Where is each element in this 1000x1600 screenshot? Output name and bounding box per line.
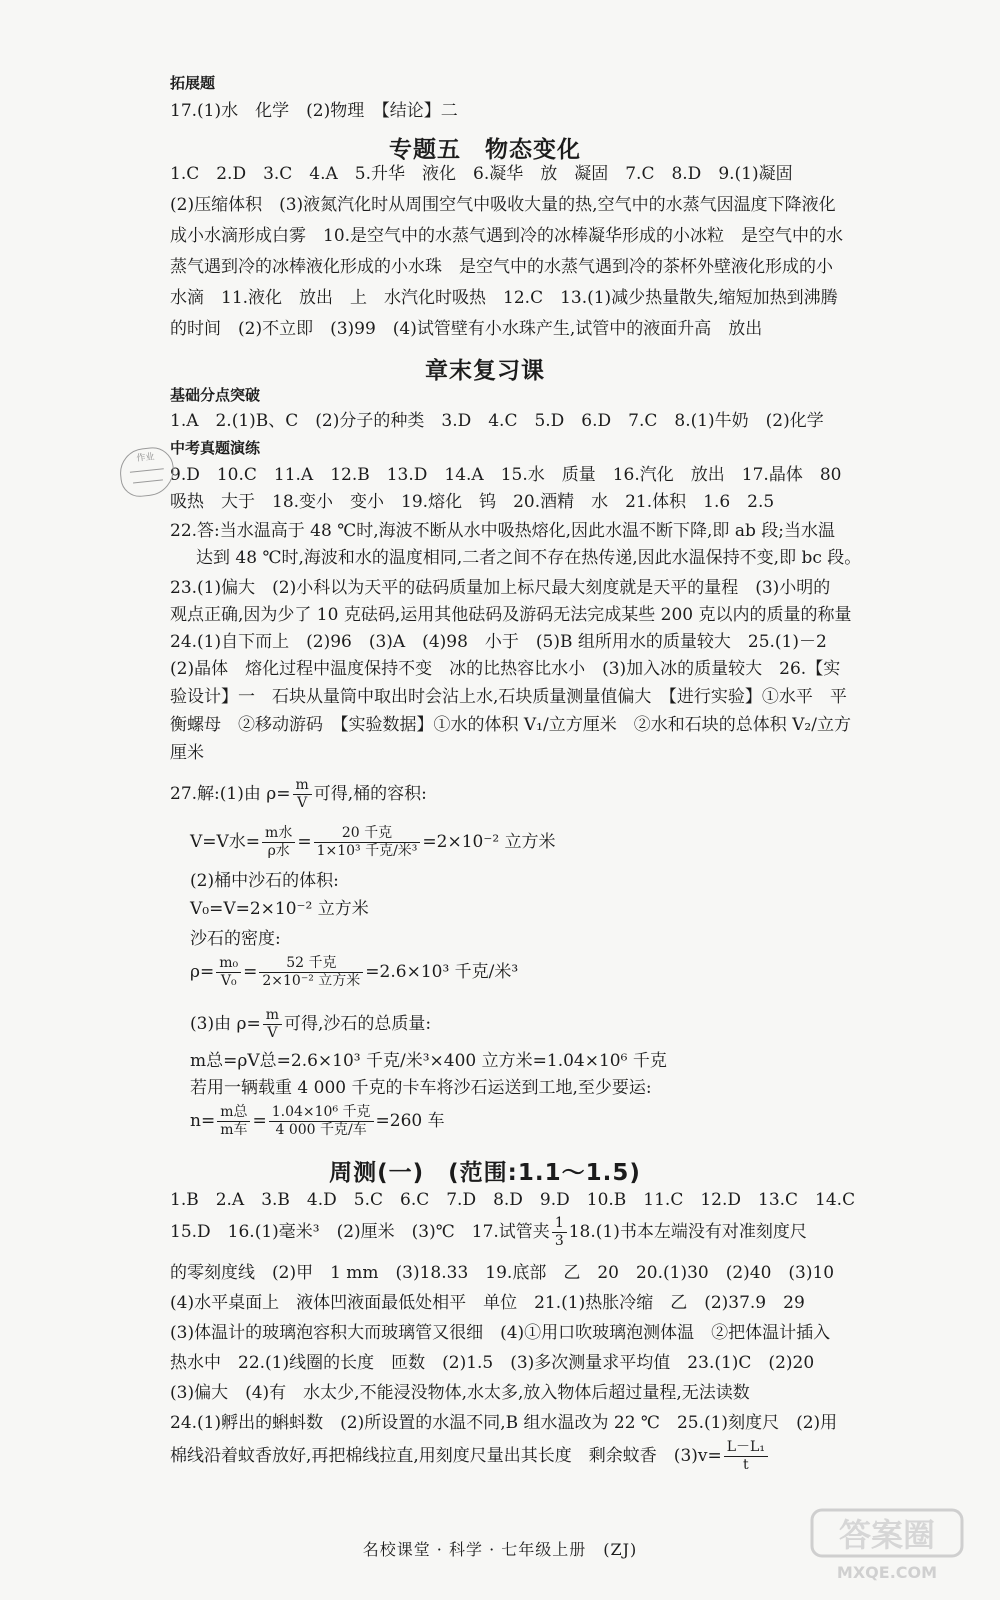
answer-line-q22: 22.答:当水温高于 48 ℃时,海波不断从水中吸热熔化,因此水温不断下降,即 ab 段;当水温: [170, 521, 835, 541]
answer-line-q22: 达到 48 ℃时,海波和水的温度相同,二者之间不存在热传递,因此水温保持不变,即 bc 段。: [196, 548, 862, 568]
solution-line: 沙石的密度:: [190, 929, 281, 949]
exam-answer-line: 吸热 大于 18.变小 变小 19.熔化 钨 20.酒精 水 21.体积 1.6 2.5: [170, 492, 775, 512]
section-label-expand: 拓展题: [170, 74, 216, 92]
weekly-answer-line: 热水中 22.(1)线圈的长度 匝数 (2)1.5 (3)多次测量求平均值 23.(1)C (2)20: [170, 1353, 815, 1373]
weekly-answer-line: 的零刻度线 (2)甲 1 mm (3)18.33 19.底部 乙 20 20.(1)30 (2)40 (3)10: [170, 1263, 835, 1283]
watermark-logo-icon: [808, 1506, 968, 1586]
answer-line: 24.(1)自下而上 (2)96 (3)A (4)98 小于 (5)B 组所用水的质量较大 25.(1)－2: [170, 632, 827, 652]
answer-line: 23.(1)偏大 (2)小科以为天平的砝码质量加上标尺最大刻度就是天平的量程 (3)小明的: [170, 578, 831, 598]
site-watermark-logo: [808, 1506, 968, 1586]
weekly-answer-line: 15.D 16.(1)毫米³ (2)厘米 (3)℃ 17.试管夹 $\frac{1}{3}$ 18.(1)书本左端没有对准刻度尺: [170, 1215, 807, 1249]
solution-line: V=V水= $\frac{\text{m水}}{\text{ρ水}}$ = $\frac{\text{20 千克}}{\text{1×10³ 千克/米³}}$ =2×10⁻² 立方米: [190, 825, 556, 859]
svg-text:答案圈: 答案圈: [838, 1516, 936, 1554]
topic5-title: 专题五 物态变化: [389, 137, 581, 163]
weekly-answer-line: (4)水平桌面上 液体凹液面最低处相平 单位 21.(1)热胀冷缩 乙 (2)37.9 29: [170, 1293, 805, 1313]
weekly-answer-line: (3)体温计的玻璃泡容积大而玻璃管又很细 (4)①用口吹玻璃泡测体温 ②把体温计插入: [170, 1323, 831, 1343]
topic5-line: 的时间 (2)不立即 (3)99 (4)试管壁有小水珠产生,试管中的液面升高 放出: [170, 319, 763, 339]
solution-line: m总=ρV总=2.6×10³ 千克/米³×400 立方米=1.04×10⁶ 千克: [190, 1051, 667, 1071]
weekly-answer-line: (3)偏大 (4)有 水太少,不能浸没物体,水太多,放入物体后超过量程,无法读数: [170, 1383, 750, 1403]
solution-line: (3)由 ρ= $\frac{m}{V}$ 可得,沙石的总质量:: [190, 1007, 432, 1041]
svg-text:MXQE.COM: MXQE.COM: [836, 1563, 938, 1582]
exam-answer-line: 9.D 10.C 11.A 12.B 13.D 14.A 15.水 质量 16.汽化 放出 17.晶体 80: [170, 465, 842, 485]
weekly-test-title: 周测(一) (范围:1.1～1.5): [329, 1160, 641, 1186]
solution-line: ρ= $\frac{\text{m₀}}{\text{V₀}}$ = $\frac{\text{52 千克}}{\text{2×10⁻² 立方米}}$ =2.6×10³ 千克/米³: [190, 955, 519, 989]
answer-line-q17: 17.(1)水 化学 (2)物理 【结论】二: [170, 101, 458, 121]
topic5-line: 成小水滴形成白雾 10.是空气中的水蒸气遇到冷的冰棒凝华形成的小冰粒 是空气中的水: [170, 226, 844, 246]
answer-line: 厘米: [170, 743, 204, 763]
page-footer: 名校课堂 · 科学 · 七年级上册 (ZJ): [362, 1540, 638, 1559]
fraction: $\frac{\text{m₀}}{\text{V₀}}$: [216, 955, 241, 990]
exam-section-label: 中考真题演练: [170, 439, 261, 457]
answer-line: 验设计】一 石块从量筒中取出时会沾上水,石块质量测量值偏大 【进行实验】①水平 平: [170, 687, 847, 707]
fraction: $\frac{\text{m水}}{\text{ρ水}}$: [262, 825, 295, 860]
fraction: $\frac{\text{52 千克}}{\text{2×10⁻² 立方米}}$: [259, 955, 363, 990]
topic5-line: 水滴 11.液化 放出 上 水汽化时吸热 12.C 13.(1)减少热量散失,缩短加热到沸腾: [170, 288, 838, 308]
basic-answer-line: 1.A 2.(1)B、C (2)分子的种类 3.D 4.C 5.D 6.D 7.C 8.(1)牛奶 (2)化学: [170, 411, 824, 431]
fraction: $\frac{\text{m总}}{\text{m车}}$: [217, 1104, 250, 1139]
solution-line: (2)桶中沙石的体积:: [190, 871, 339, 891]
solution-line: n= $\frac{\text{m总}}{\text{m车}}$ = $\frac{\text{1.04×10⁶ 千克}}{\text{4 000 千克/车}}$ =260 车: [190, 1104, 445, 1138]
solution-line: 若用一辆载重 4 000 千克的卡车将沙石运送到工地,至少要运:: [190, 1078, 652, 1098]
fraction: $\frac{m}{V}$: [293, 777, 312, 812]
topic5-line: 1.C 2.D 3.C 4.A 5.升华 液化 6.凝华 放 凝固 7.C 8.D 9.(1)凝固: [170, 164, 793, 184]
homework-stamp: 作业: [118, 445, 177, 498]
fraction: $\frac{\text{L－L₁}}{t}$: [724, 1439, 768, 1474]
solution-line: V₀=V=2×10⁻² 立方米: [190, 899, 369, 919]
chapter-review-title: 章末复习课: [425, 358, 545, 384]
answer-line: 观点正确,因为少了 10 克砝码,运用其他砝码及游码无法完成某些 200 克以内的质量的称量: [170, 605, 852, 625]
fraction: $\frac{\text{20 千克}}{\text{1×10³ 千克/米³}}$: [314, 825, 421, 860]
weekly-answer-line: 24.(1)孵出的蝌蚪数 (2)所设置的水温不同,B 组水温改为 22 ℃ 25.(1)刻度尺 (2)用: [170, 1413, 838, 1433]
weekly-answer-line: 棉线沿着蚊香放好,再把棉线拉直,用刻度尺量出其长度 剩余蚊香 (3)v= $\frac{\text{L－L₁}}{t}$: [170, 1436, 800, 1476]
topic5-line: (2)压缩体积 (3)液氮汽化时从周围空气中吸收大量的热,空气中的水蒸气因温度下降液化: [170, 195, 836, 215]
solution-line: 27.解:(1)由 ρ= $\frac{m}{V}$ 可得,桶的容积:: [170, 777, 427, 811]
answer-line: (2)晶体 熔化过程中温度保持不变 冰的比热容比水小 (3)加入冰的质量较大 26.【实: [170, 659, 841, 679]
topic5-line: 蒸气遇到冷的冰棒液化形成的小水珠 是空气中的水蒸气遇到冷的茶杯外壁液化形成的小: [170, 257, 833, 277]
fraction: $\frac{m}{V}$: [263, 1007, 282, 1042]
weekly-answer-line: 1.B 2.A 3.B 4.D 5.C 6.C 7.D 8.D 9.D 10.B 11.C 12.D 13.C 14.C: [170, 1190, 856, 1210]
answer-line: 衡螺母 ②移动游码 【实验数据】①水的体积 V₁/立方厘米 ②水和石块的总体积 V₂/立方: [170, 715, 851, 735]
fraction: $\frac{\text{1.04×10⁶ 千克}}{\text{4 000 千克/车}}$: [269, 1104, 374, 1139]
fraction: $\frac{1}{3}$: [552, 1215, 567, 1250]
basic-section-label: 基础分点突破: [170, 386, 261, 404]
